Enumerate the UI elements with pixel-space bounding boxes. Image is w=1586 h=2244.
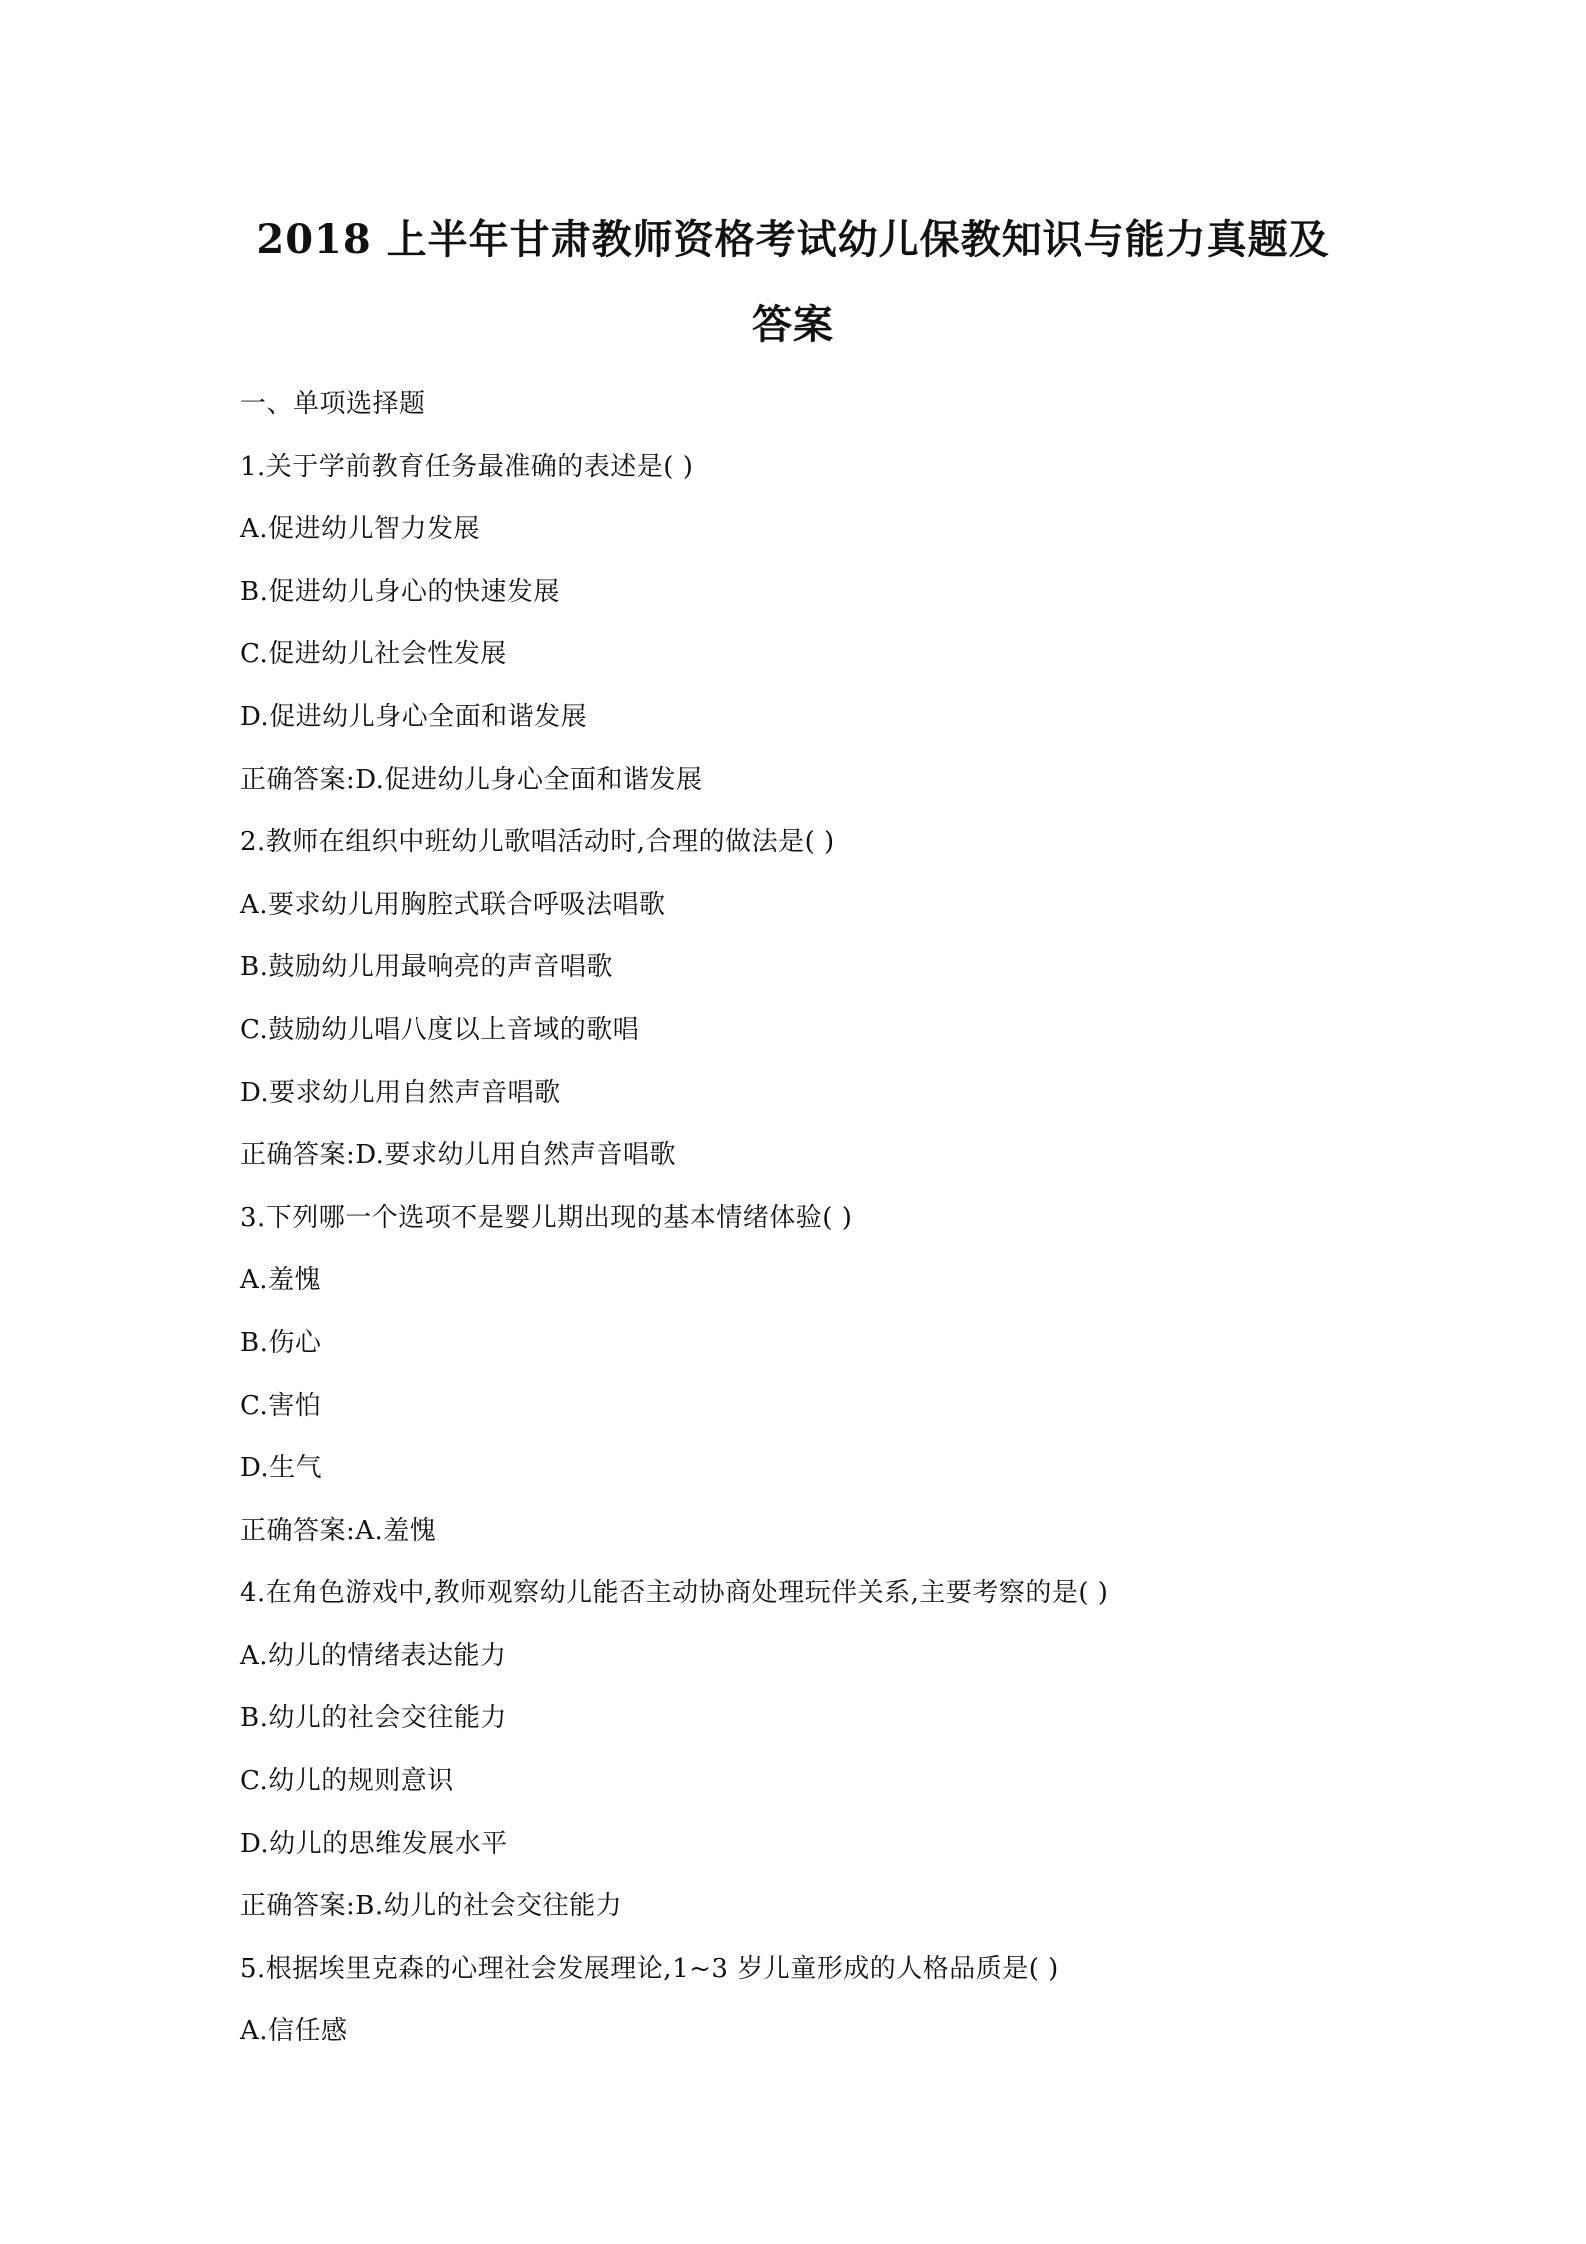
question-1-answer: 正确答案:D.促进幼儿身心全面和谐发展	[240, 764, 703, 795]
question-1-option-c: C.促进幼儿社会性发展	[240, 639, 507, 670]
question-1-option-b: B.促进幼儿身心的快速发展	[240, 576, 560, 607]
question-4-option-d: D.幼儿的思维发展水平	[240, 1828, 508, 1859]
question-4-stem: 4.在角色游戏中,教师观察幼儿能否主动协商处理玩伴关系,主要考察的是( )	[240, 1578, 1109, 1609]
question-2-option-c: C.鼓励幼儿唱八度以上音域的歌唱	[240, 1014, 640, 1045]
question-2-option-d: D.要求幼儿用自然声音唱歌	[240, 1077, 561, 1108]
question-3-option-a: A.羞愧	[240, 1265, 322, 1296]
question-1-option-d: D.促进幼儿身心全面和谐发展	[240, 701, 588, 732]
question-5-stem: 5.根据埃里克森的心理社会发展理论,1~3 岁儿童形成的人格品质是( )	[240, 1953, 1059, 1984]
question-5-option-a: A.信任感	[240, 2016, 348, 2047]
question-2-option-a: A.要求幼儿用胸腔式联合呼吸法唱歌	[240, 889, 666, 920]
document-title-line-2: 答案	[752, 301, 834, 348]
question-2-stem: 2.教师在组织中班幼儿歌唱活动时,合理的做法是( )	[240, 827, 835, 858]
question-4-answer: 正确答案:B.幼儿的社会交往能力	[240, 1891, 623, 1922]
section-heading: 一、单项选择题	[240, 389, 426, 419]
question-1-option-a: A.促进幼儿智力发展	[240, 514, 481, 545]
question-3-answer: 正确答案:A.羞愧	[240, 1515, 437, 1546]
question-4-option-c: C.幼儿的规则意识	[240, 1766, 454, 1797]
question-3-option-d: D.生气	[240, 1453, 323, 1484]
question-4-option-b: B.幼儿的社会交往能力	[240, 1703, 507, 1734]
document-body	[240, 373, 1390, 2063]
question-3-stem: 3.下列哪一个选项不是婴儿期出现的基本情绪体验( )	[240, 1202, 853, 1233]
question-1-stem: 1.关于学前教育任务最准确的表述是( )	[240, 451, 694, 482]
question-2-answer: 正确答案:D.要求幼儿用自然声音唱歌	[240, 1140, 676, 1171]
document-title-line-1: 2018 上半年甘肃教师资格考试幼儿保教知识与能力真题及	[256, 216, 1330, 263]
question-3-option-b: B.伤心	[240, 1327, 322, 1358]
question-3-option-c: C.害怕	[240, 1390, 322, 1421]
question-4-option-a: A.幼儿的情绪表达能力	[240, 1640, 507, 1671]
question-2-option-b: B.鼓励幼儿用最响亮的声音唱歌	[240, 952, 613, 983]
